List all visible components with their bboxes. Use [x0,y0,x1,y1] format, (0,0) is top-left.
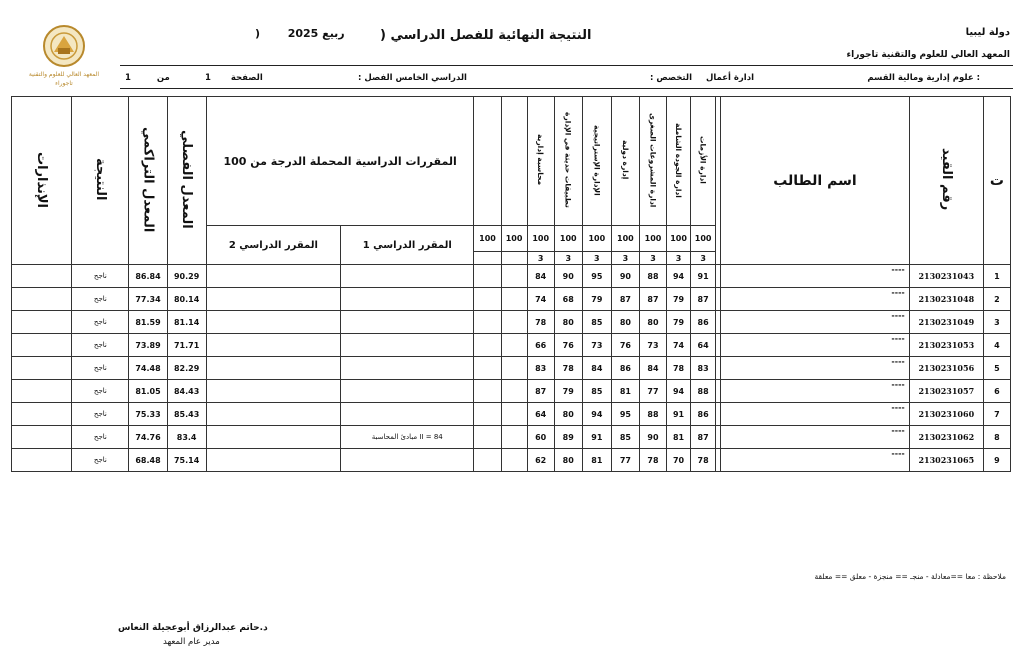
gap-cell [716,449,721,472]
header-index: ت [983,97,1010,265]
header-divider-bottom [120,88,1013,89]
course-mark: 91 [691,265,716,288]
course-mark: 88 [639,265,666,288]
row-index: 8 [983,426,1010,449]
row-index: 1 [983,265,1010,288]
course-mark: 84 [639,357,666,380]
course-mark: 76 [611,334,639,357]
extra-mark-empty [501,288,527,311]
semester-info [358,73,467,83]
course-mark: 79 [554,380,582,403]
max-mark: 100 [611,226,639,252]
cumulative-average: 74.48 [129,357,167,380]
table-row [12,426,1011,449]
cumulative-average: 74.76 [129,426,167,449]
extra-mark-empty [474,403,501,426]
carried-course-1 [341,403,474,426]
credit-hours: 3 [527,252,554,265]
term-label [255,27,345,40]
course-mark: 94 [667,380,691,403]
result-status: ناجح [72,311,129,334]
course-mark: 78 [639,449,666,472]
carried-course-1-header: المقرر الدراسي 1 [341,226,474,265]
specialty-value: : ادارة أعمال [649,73,754,83]
header-extra-2 [474,97,501,226]
course-mark: 85 [611,426,639,449]
page-of-info [125,73,170,83]
signer-name: د.حاتم عبدالرزاق أبوعجيلة النعاس [118,623,268,633]
cumulative-average: 81.59 [129,311,167,334]
student-name: ---- [721,357,910,380]
course-mark: 95 [582,265,611,288]
row-index: 2 [983,288,1010,311]
extra-mark-empty [474,426,501,449]
extra-mark-empty [501,311,527,334]
row-index: 3 [983,311,1010,334]
course-mark: 91 [582,426,611,449]
carried-course-2 [206,380,340,403]
student-id: 2130231065 [909,449,983,472]
credit-hours: 3 [582,252,611,265]
course-mark: 94 [582,403,611,426]
course-mark: 81 [667,426,691,449]
course-mark: 80 [611,311,639,334]
student-id: 2130231053 [909,334,983,357]
carried-course-1 [341,265,474,288]
extra-mark-empty [501,265,527,288]
cumulative-average: 81.05 [129,380,167,403]
svg-text:تاجوراء: تاجوراء [55,80,73,87]
page-label: الصفحة [230,73,263,83]
header-divider-top [120,65,1013,66]
student-name: ---- [721,311,910,334]
course-mark: 66 [527,334,554,357]
course-mark: 74 [527,288,554,311]
header-row-top [12,97,1011,226]
course-mark: 81 [582,449,611,472]
term-value: ربيع 2025 [287,27,345,40]
header-student-name: اسم الطالب [721,97,910,265]
carried-course-2 [206,334,340,357]
credit-hours-empty [474,252,501,265]
table-row [12,311,1011,334]
course-mark: 79 [667,311,691,334]
row-index: 5 [983,357,1010,380]
cumulative-average: 75.33 [129,403,167,426]
extra-mark-empty [474,334,501,357]
page-value: 1 [205,73,211,83]
student-name: ---- [721,380,910,403]
of-label: من [156,73,170,83]
table-row [12,334,1011,357]
cumulative-average: 77.34 [129,288,167,311]
result-status: ناجح [72,380,129,403]
table-row [12,288,1011,311]
credit-hours: 3 [554,252,582,265]
svg-text:المعهد العالي للعلوم والتقنية: المعهد العالي للعلوم والتقنية [28,71,100,78]
credit-hours: 3 [691,252,716,265]
semester-value: : الدراسي الخامس [358,73,467,83]
course-mark: 87 [639,288,666,311]
warnings-cell [12,403,72,426]
course-mark: 85 [582,380,611,403]
carried-course-2 [206,403,340,426]
semester-average: 71.71 [167,334,206,357]
warnings-cell [12,288,72,311]
course-mark: 87 [691,288,716,311]
max-mark: 100 [691,226,716,252]
course-mark: 70 [667,449,691,472]
max-mark: 100 [667,226,691,252]
course-mark: 86 [691,403,716,426]
result-status: ناجح [72,449,129,472]
extra-mark-empty [474,380,501,403]
header-course-2: ادارة الجودة الشاملة [667,97,691,226]
course-mark: 87 [611,288,639,311]
cumulative-average: 73.89 [129,334,167,357]
course-mark: 89 [554,426,582,449]
course-mark: 78 [691,449,716,472]
row-index: 4 [983,334,1010,357]
gap-cell [716,334,721,357]
course-mark: 88 [691,380,716,403]
table-row [12,449,1011,472]
max-mark: 100 [501,226,527,252]
header-extra-1 [501,97,527,226]
warnings-cell [12,334,72,357]
course-mark: 64 [691,334,716,357]
student-name: ---- [721,403,910,426]
carried-course-2 [206,265,340,288]
course-mark: 85 [582,311,611,334]
course-mark: 78 [527,311,554,334]
extra-mark-empty [501,380,527,403]
course-mark: 79 [667,288,691,311]
credit-hours: 3 [639,252,666,265]
student-id: 2130231048 [909,288,983,311]
course-mark: 94 [667,265,691,288]
student-id: 2130231060 [909,403,983,426]
semester-label: الفصل [364,73,393,83]
course-mark: 83 [527,357,554,380]
course-mark: 90 [639,426,666,449]
header-gap [716,97,721,265]
course-mark: 86 [691,311,716,334]
cumulative-average: 68.48 [129,449,167,472]
page-title: النتيجة النهائية للفصل الدراسي ( [380,28,592,43]
header-warnings: الإنذارات [12,97,72,265]
result-status: ناجح [72,426,129,449]
gap-cell [716,357,721,380]
result-status: ناجح [72,403,129,426]
semester-average: 85.43 [167,403,206,426]
semester-average: 83.4 [167,426,206,449]
carried-course-1 [341,311,474,334]
specialty-label: التخصص [656,73,693,83]
course-mark: 78 [667,357,691,380]
row-index: 7 [983,403,1010,426]
max-mark: 100 [639,226,666,252]
header-course-4: إدارة دولية [611,97,639,226]
header-course-6: تطبيقات حديثة في الإدارة [554,97,582,226]
semester-average: 81.14 [167,311,206,334]
institute-logo [28,24,100,88]
semester-average: 82.29 [167,357,206,380]
student-name: ---- [721,334,910,357]
extra-mark-empty [474,449,501,472]
extra-mark-empty [474,265,501,288]
credit-hours-empty [501,252,527,265]
max-mark: 100 [554,226,582,252]
signer-title: مدير عام المعهد [163,637,220,647]
row-index: 9 [983,449,1010,472]
semester-average: 75.14 [167,449,206,472]
course-mark: 76 [554,334,582,357]
result-status: ناجح [72,357,129,380]
country-name: دولة ليبيا [965,27,1010,38]
course-mark: 73 [582,334,611,357]
table-row [12,380,1011,403]
department-label: القسم : [867,73,980,83]
warnings-cell [12,311,72,334]
course-mark: 64 [527,403,554,426]
course-mark: 80 [554,449,582,472]
gap-cell [716,288,721,311]
header-carried-courses: المقررات الدراسية المحملة الدرجة من 100 [206,97,474,226]
course-mark: 86 [611,357,639,380]
course-mark: 81 [611,380,639,403]
header-cumulative-average: المعدل التراكمي [129,97,167,265]
max-mark: 100 [582,226,611,252]
extra-mark-empty [474,357,501,380]
header-course-7: محاسبة إدارية [527,97,554,226]
course-mark: 90 [554,265,582,288]
course-mark: 80 [554,403,582,426]
carried-course-2 [206,288,340,311]
course-mark: 74 [667,334,691,357]
course-mark: 84 [582,357,611,380]
extra-mark-empty [474,311,501,334]
page-info [205,73,263,83]
course-mark: 83 [691,357,716,380]
student-name: ---- [721,449,910,472]
carried-course-1 [341,357,474,380]
carried-course-1 [341,288,474,311]
institute-name: المعهد العالي للعلوم والتقنية تاجوراء [846,50,1010,60]
warnings-cell [12,357,72,380]
gap-cell [716,311,721,334]
student-name: ---- [721,426,910,449]
course-mark: 68 [554,288,582,311]
student-id: 2130231056 [909,357,983,380]
course-mark: 88 [639,403,666,426]
carried-course-2 [206,357,340,380]
extra-mark-empty [501,357,527,380]
carried-course-1 [341,449,474,472]
legend-note: ملاحظة : معا ==معادلة - منجـ == منجزة - معلق == معلقة [814,572,1006,581]
header-course-3: ادارة المشروعات الصغرى [639,97,666,226]
warnings-cell [12,380,72,403]
gap-cell [716,380,721,403]
course-mark: 80 [554,311,582,334]
course-mark: 73 [639,334,666,357]
table-row [12,403,1011,426]
header-course-1: ادارة الأزمات [691,97,716,226]
department-info [867,73,980,83]
semester-average: 80.14 [167,288,206,311]
header-student-id: رقم القيد [909,97,983,265]
gap-cell [716,426,721,449]
header-result: النتيجة [72,97,129,265]
student-name: ---- [721,288,910,311]
max-mark: 100 [474,226,501,252]
carried-course-1: 84 = II مبادئ المحاسبة [341,426,474,449]
course-mark: 62 [527,449,554,472]
max-mark: 100 [527,226,554,252]
student-name: ---- [721,265,910,288]
course-mark: 80 [639,311,666,334]
course-mark: 60 [527,426,554,449]
course-mark: 78 [554,357,582,380]
result-status: ناجح [72,288,129,311]
table-row [12,357,1011,380]
header-course-5: الإدارة الإستراتيجية [582,97,611,226]
warnings-cell [12,265,72,288]
row-index: 6 [983,380,1010,403]
course-mark: 87 [691,426,716,449]
term-close: ) [255,27,261,40]
department-value: علوم إدارية ومالية [897,73,974,83]
carried-course-1 [341,334,474,357]
warnings-cell [12,426,72,449]
student-id: 2130231057 [909,380,983,403]
carried-course-2-header: المقرر الدراسي 2 [206,226,340,265]
cumulative-average: 86.84 [129,265,167,288]
course-mark: 95 [611,403,639,426]
course-mark: 90 [611,265,639,288]
carried-course-2 [206,426,340,449]
carried-course-2 [206,311,340,334]
results-table [11,96,1011,472]
course-mark: 77 [611,449,639,472]
student-id: 2130231049 [909,311,983,334]
carried-course-2 [206,449,340,472]
result-status: ناجح [72,265,129,288]
semester-average: 84.43 [167,380,206,403]
course-mark: 79 [582,288,611,311]
gap-cell [716,403,721,426]
specialty-info [650,73,754,83]
course-mark: 87 [527,380,554,403]
extra-mark-empty [474,288,501,311]
of-value: 1 [125,73,131,83]
carried-course-1 [341,380,474,403]
header-semester-average: المعدل الفصلي [167,97,206,265]
extra-mark-empty [501,449,527,472]
extra-mark-empty [501,426,527,449]
gap-cell [716,265,721,288]
course-mark: 84 [527,265,554,288]
table-row [12,265,1011,288]
semester-average: 90.29 [167,265,206,288]
student-id: 2130231062 [909,426,983,449]
course-mark: 77 [639,380,666,403]
course-mark: 91 [667,403,691,426]
credit-hours: 3 [611,252,639,265]
credit-hours: 3 [667,252,691,265]
warnings-cell [12,449,72,472]
results-body [12,265,1011,472]
result-status: ناجح [72,334,129,357]
student-id: 2130231043 [909,265,983,288]
extra-mark-empty [501,334,527,357]
extra-mark-empty [501,403,527,426]
